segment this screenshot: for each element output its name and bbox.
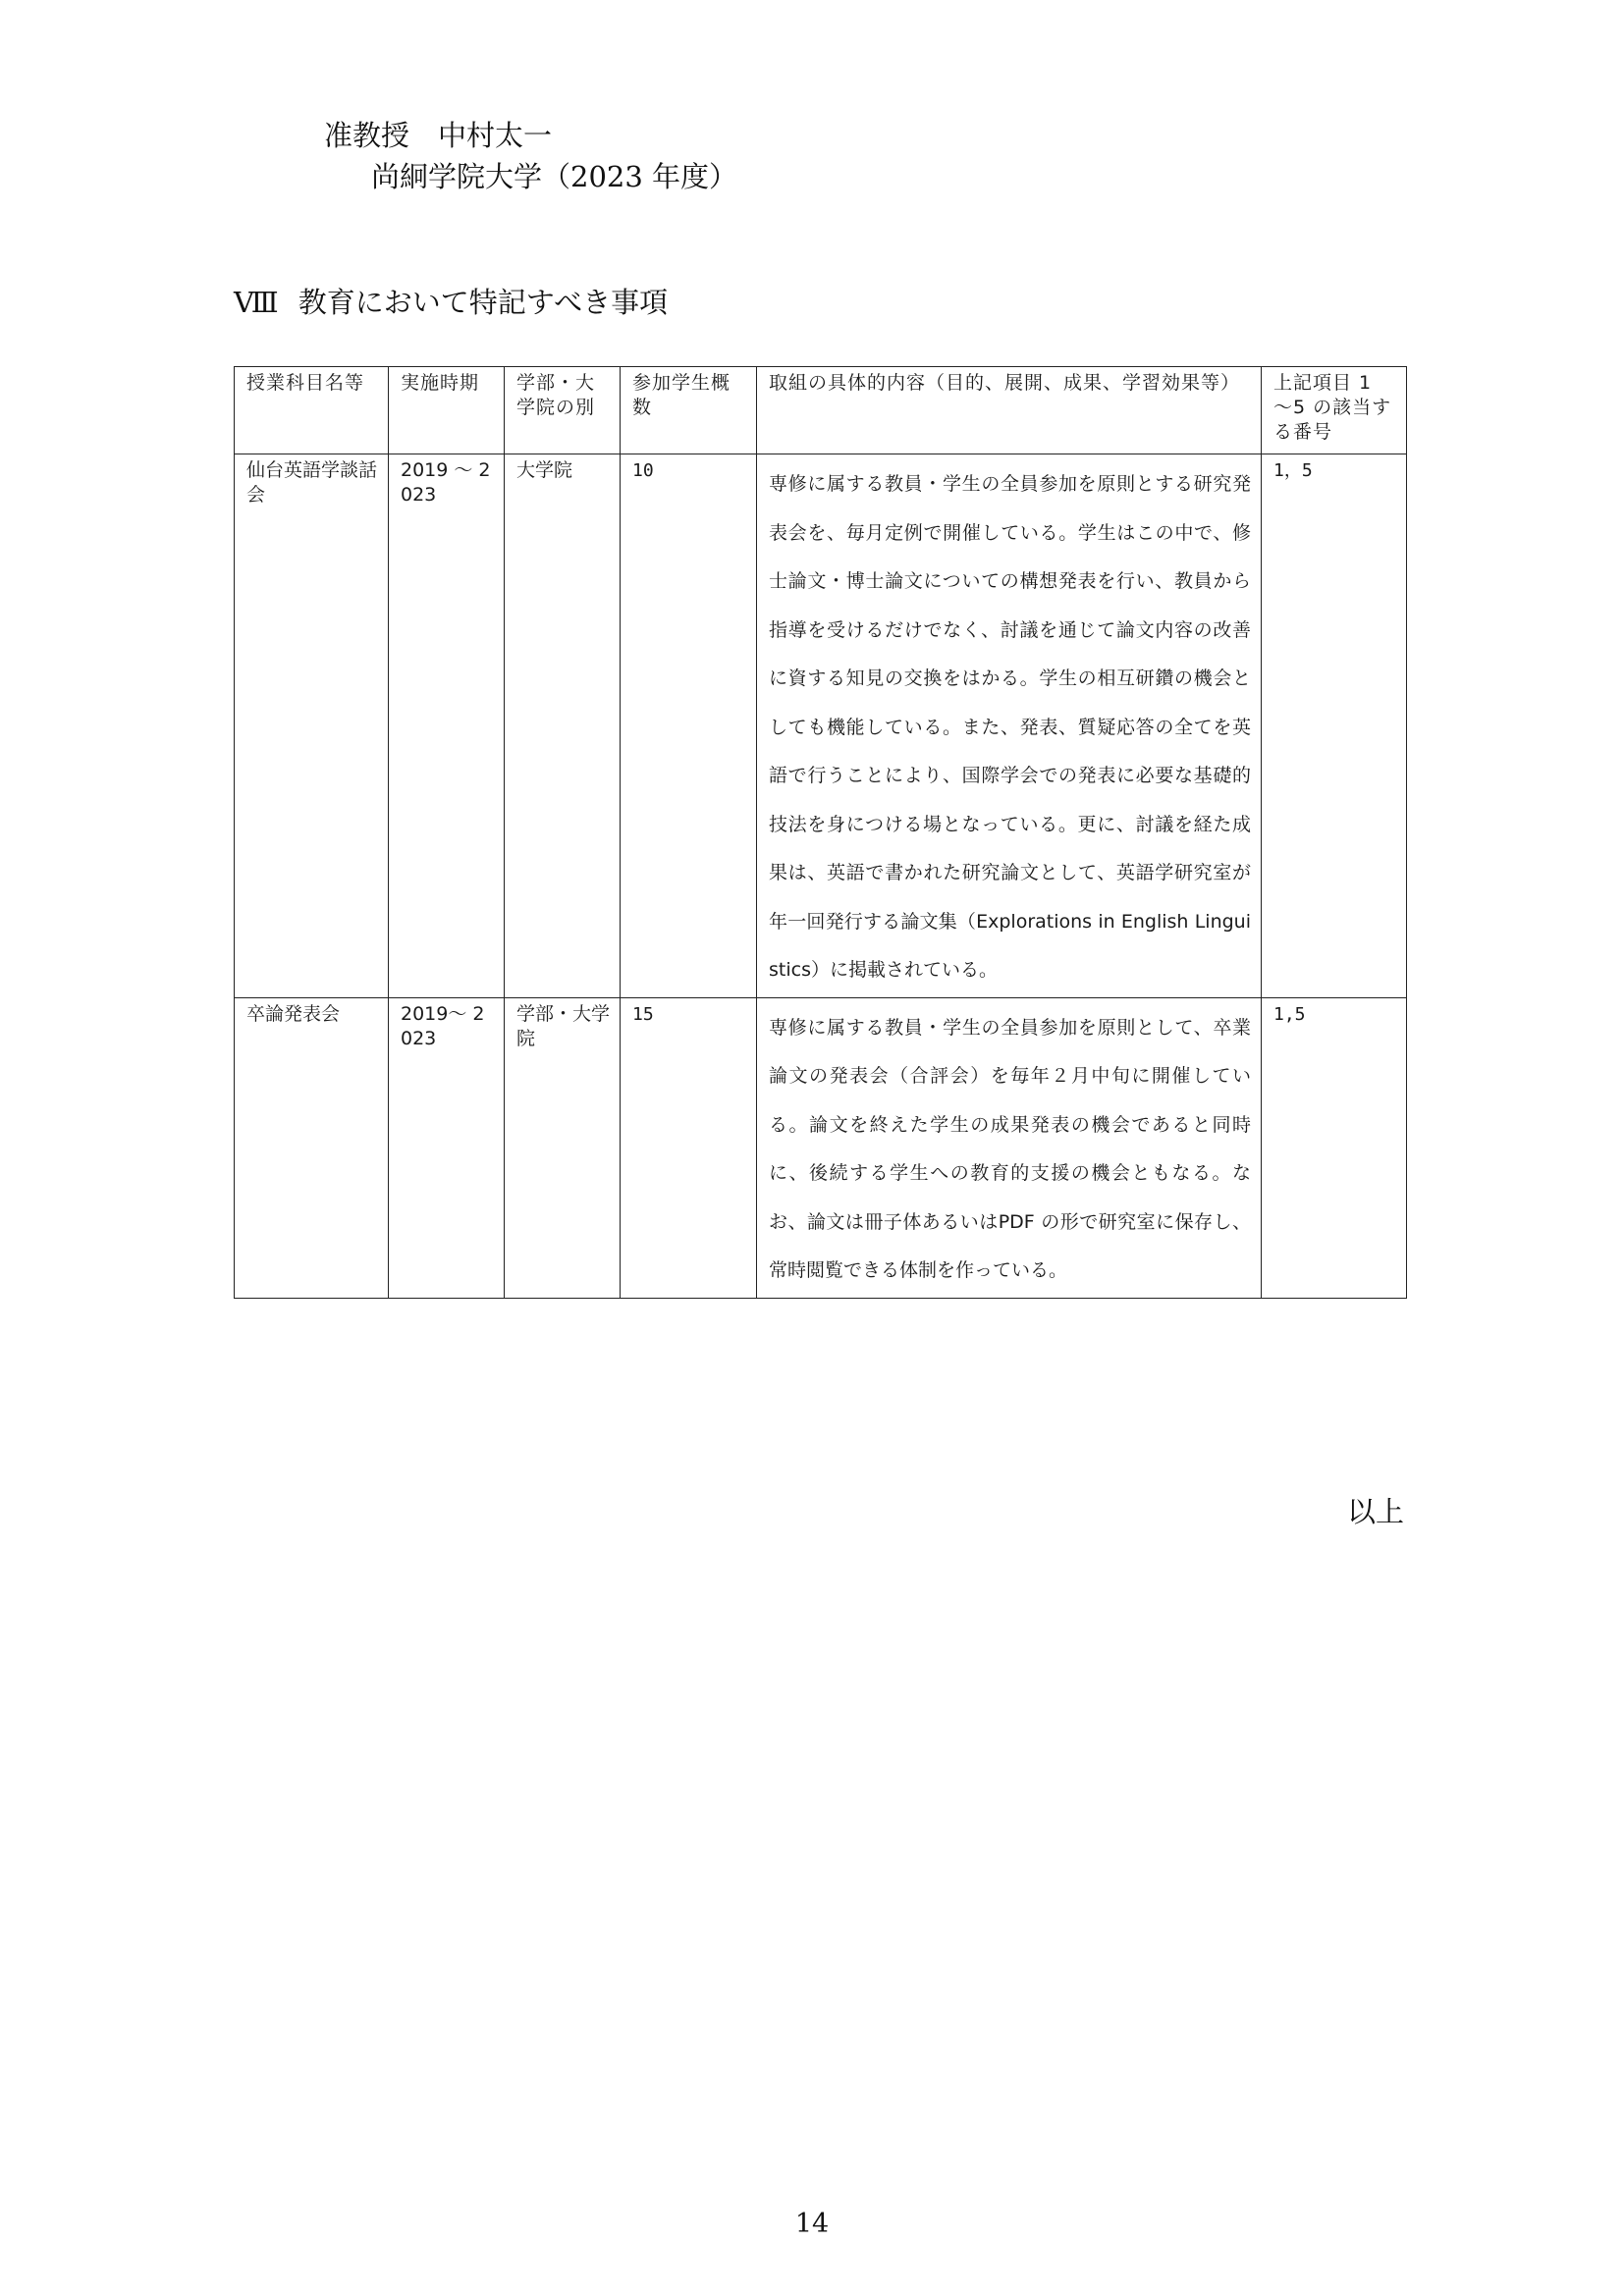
cell-period: 2019 ～ 2023 xyxy=(389,454,505,998)
header-numbers: 上記項目 1 ～5 の該当する番号 xyxy=(1262,367,1407,454)
header-students: 参加学生概数 xyxy=(621,367,757,454)
table-row xyxy=(235,454,1407,998)
section-heading xyxy=(234,285,668,320)
cell-course: 仙台英語学談話会 xyxy=(235,454,389,998)
cell-course: 卒論発表会 xyxy=(235,997,389,1298)
section-number: Ⅷ xyxy=(234,286,279,319)
cell-level: 大学院 xyxy=(505,454,621,998)
section-title: 教育において特記すべき事項 xyxy=(298,286,669,319)
cell-period: 2019～ 2023 xyxy=(389,997,505,1298)
table-row xyxy=(235,997,1407,1298)
cell-level: 学部・大学院 xyxy=(505,997,621,1298)
header-course: 授業科目名等 xyxy=(235,367,389,454)
closing-mark: 以上 xyxy=(1347,1495,1405,1528)
author-name: 准教授 中村太一 xyxy=(324,119,553,152)
table-header-row xyxy=(235,367,1407,454)
affiliation: 尚絅学院大学（2023 年度） xyxy=(371,160,738,193)
page-number: 14 xyxy=(794,2209,830,2239)
header-level: 学部・大学院の別 xyxy=(505,367,621,454)
header-content: 取組の具体的内容（目的、展開、成果、学習効果等） xyxy=(757,367,1262,454)
cell-students: 15 xyxy=(621,997,757,1298)
header-period: 実施時期 xyxy=(389,367,505,454)
cell-numbers: 1，5 xyxy=(1262,454,1407,998)
cell-students: 10 xyxy=(621,454,757,998)
cell-content: 専修に属する教員・学生の全員参加を原則とする研究発表会を、毎月定例で開催している。学生はこの中で、修士論文・博士論文についての構想発表を行い、教員から指導を受けるだけでなく、討議を通じて論文内容の改善に資する知見の交換をはかる。学生の相互研鑽の機会としても機能している。また、発表、質疑応答の全てを英語で行うことにより、国際学会での発表に必要な基礎的技法を身につける場となっている。更に、討議を経た成果は、英語で書かれた研究論文として、英語学研究室が年一回発行する論文集（Explorations in English Linguistics）に掲載されている。 xyxy=(757,454,1262,998)
cell-numbers: 1,5 xyxy=(1262,997,1407,1298)
education-records-table xyxy=(234,366,1407,1299)
cell-content: 専修に属する教員・学生の全員参加を原則として、卒業論文の発表会（合評会）を毎年２月中旬に開催している。論文を終えた学生の成果発表の機会であると同時に、後続する学生への教育的支援の機会ともなる。なお、論文は冊子体あるいはPDF の形で研究室に保存し、常時閲覧できる体制を作っている。 xyxy=(757,997,1262,1298)
